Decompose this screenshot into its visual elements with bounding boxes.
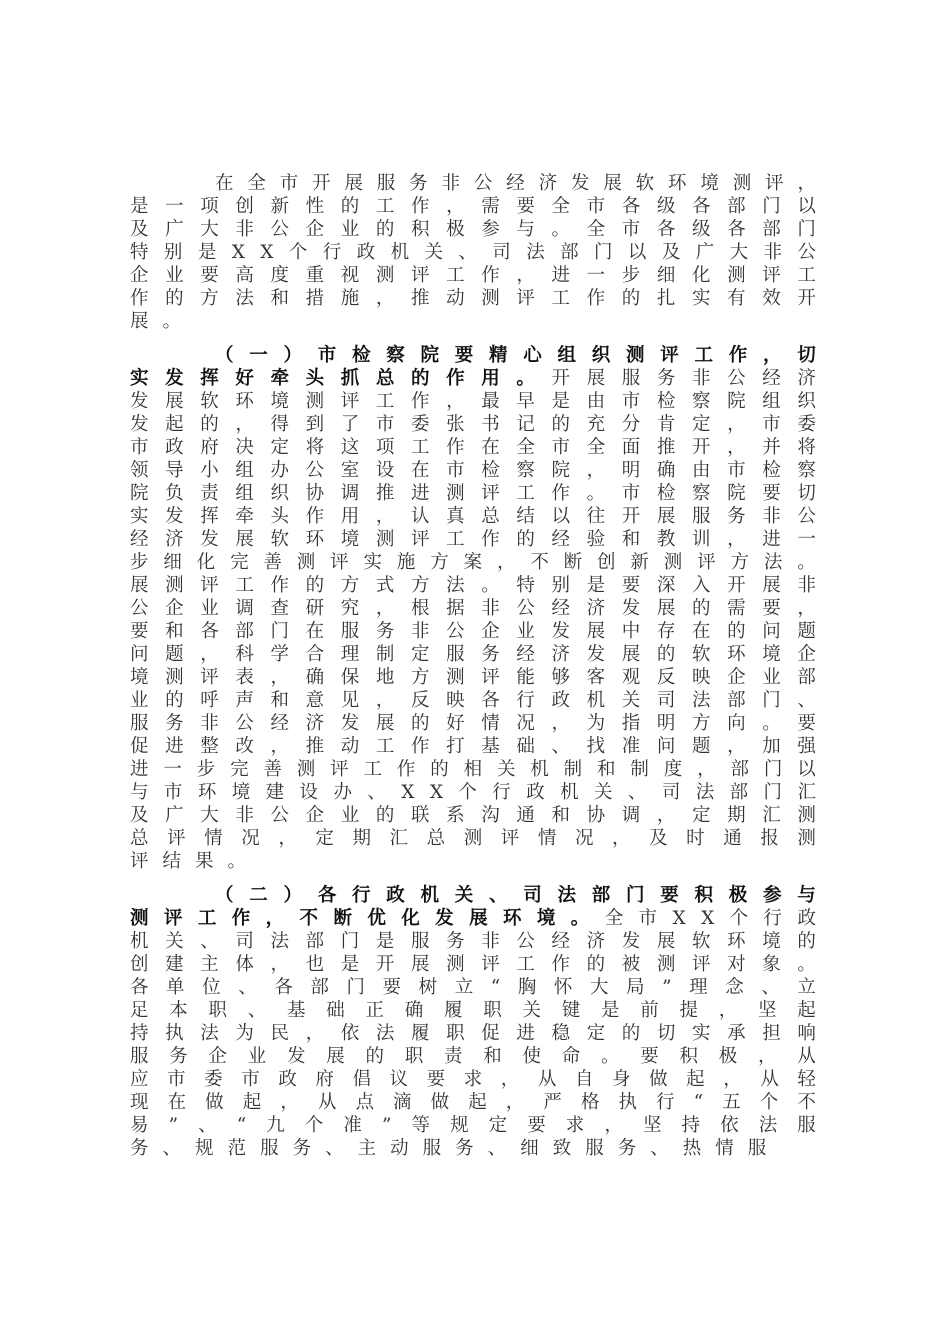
text-line: 展 测 评 工 作 的 方 式 方 法 。 特 别 是 要 深 入 开 展 非 bbox=[130, 575, 816, 596]
text-line: 作 的 方 法 和 措 施 ， 推 动 测 评 工 作 的 扎 实 有 效 开 bbox=[130, 288, 816, 309]
text-line: 创 建 主 体 ， 也 是 开 展 测 评 工 作 的 被 测 评 对 象 。 bbox=[130, 954, 816, 975]
text-line: 要 和 各 部 门 在 服 务 非 公 企 业 发 展 中 存 在 的 问 题 bbox=[130, 621, 816, 642]
text-line: 市 政 府 决 定 将 这 项 工 作 在 全 市 全 面 推 开 ， 并 将 bbox=[130, 437, 816, 458]
paragraph-section-1 bbox=[130, 344, 816, 873]
text-line: 公 企 业 调 查 研 究 ， 根 据 非 公 经 济 发 展 的 需 要 ， bbox=[130, 598, 816, 619]
text-line: 领 导 小 组 办 公 室 设 在 市 检 察 院 ， 明 确 由 市 检 察 bbox=[130, 460, 816, 481]
text-line: 实 发 挥 牵 头 作 用 ， 认 真 总 结 以 往 开 展 服 务 非 公 bbox=[130, 506, 816, 527]
text-line: 持 执 法 为 民 ， 依 法 履 职 促 进 稳 定 的 切 实 承 担 响 bbox=[130, 1023, 816, 1044]
text-line: 进 一 步 完 善 测 评 工 作 的 相 关 机 制 和 制 度 ， 部 门 以 bbox=[130, 759, 816, 780]
text-line: 院 负 责 组 织 协 调 推 进 测 评 工 作 。 市 检 察 院 要 切 bbox=[130, 483, 816, 504]
text-line: 各 单 位 、 各 部 门 要 树 立 “ 胸 怀 大 局 ” 理 念 、 立 bbox=[130, 977, 816, 998]
text-line: 业 的 呼 声 和 意 见 ， 反 映 各 行 政 机 关 司 法 部 门 、 bbox=[130, 690, 816, 711]
paragraph-section-2 bbox=[130, 884, 816, 1160]
text-line: 及 广 大 非 公 企 业 的 积 极 参 与 。 全 市 各 级 各 部 门 bbox=[130, 219, 816, 240]
document-body bbox=[130, 172, 816, 1160]
text-line: 企 业 要 高 度 重 视 测 评 工 作 ， 进 一 步 细 化 测 评 工 bbox=[130, 265, 816, 286]
text-line: 在 全 市 开 展 服 务 非 公 经 济 发 展 软 环 境 测 评 ， bbox=[215, 173, 816, 194]
text-line: 经 济 发 展 软 环 境 测 评 工 作 的 经 验 和 教 训 ， 进 一 bbox=[130, 529, 816, 550]
text-line: 现 在 做 起 ， 从 点 滴 做 起 ， 严 格 执 行 “ 五 个 不 bbox=[130, 1092, 816, 1113]
text-line: 境 测 评 表 ， 确 保 地 方 测 评 能 够 客 观 反 映 企 业 部 bbox=[130, 667, 816, 688]
text-line: 足 本 职 、 基 础 正 确 履 职 关 键 是 前 提 ， 坚 起 bbox=[130, 1000, 816, 1021]
text-line: 实 发 挥 好 牵 头 抓 总 的 作 用 。 开 展 服 务 非 公 经 济 bbox=[130, 368, 816, 389]
text-line: 是 一 项 创 新 性 的 工 作 ， 需 要 全 市 各 级 各 部 门 以 bbox=[130, 196, 816, 217]
text-line: 发 起 的 ， 得 到 了 市 委 张 书 记 的 充 分 肯 定 ， 市 委 bbox=[130, 414, 816, 435]
text-line: 发 展 软 环 境 测 评 工 作 ， 最 早 是 由 市 检 察 院 组 织 bbox=[130, 391, 816, 412]
text-line: 务 、 规 范 服 务 、 主 动 服 务 、 细 致 服 务 、 热 情 服 bbox=[130, 1138, 767, 1159]
text-line: 机 关 、 司 法 部 门 是 服 务 非 公 经 济 发 展 软 环 境 的 bbox=[130, 931, 816, 952]
text-line: 评 结 果 。 bbox=[130, 851, 247, 872]
text-line: 服 务 企 业 发 展 的 职 责 和 使 命 。 要 积 极 ， 从 bbox=[130, 1046, 816, 1067]
text-line: 展 。 bbox=[130, 311, 182, 332]
text-line: 及 广 大 非 公 企 业 的 联 系 沟 通 和 协 调 ， 定 期 汇 测 bbox=[130, 805, 816, 826]
paragraph-gap bbox=[130, 873, 816, 884]
text-line: 测 评 工 作 ， 不 断 优 化 发 展 环 境 。 全 市 X X 个 行 政 bbox=[130, 908, 816, 929]
text-line: 特 别 是 X X 个 行 政 机 关 、 司 法 部 门 以 及 广 大 非 公 bbox=[130, 242, 816, 263]
text-line: （ 二 ） 各 行 政 机 关 、 司 法 部 门 要 积 极 参 与 bbox=[215, 885, 816, 906]
text-line: 服 务 非 公 经 济 发 展 的 好 情 况 ， 为 指 明 方 向 。 要 bbox=[130, 713, 816, 734]
text-line: 与 市 环 境 建 设 办 、 X X 个 行 政 机 关 、 司 法 部 门 汇 bbox=[130, 782, 816, 803]
text-line: 总 评 情 况 ， 定 期 汇 总 测 评 情 况 ， 及 时 通 报 测 bbox=[130, 828, 816, 849]
text-line: （ 一 ） 市 检 察 院 要 精 心 组 织 测 评 工 作 ， 切 bbox=[215, 345, 816, 366]
text-line: 促 进 整 改 ， 推 动 工 作 打 基 础 、 找 准 问 题 ， 加 强 bbox=[130, 736, 816, 757]
text-line: 问 题 ， 科 学 合 理 制 定 服 务 经 济 发 展 的 软 环 境 企 bbox=[130, 644, 816, 665]
text-line: 应 市 委 市 政 府 倡 议 要 求 ， 从 自 身 做 起 ， 从 轻 bbox=[130, 1069, 816, 1090]
text-line: 易 ” 、 “ 九 个 准 ” 等 规 定 要 求 ， 坚 持 依 法 服 bbox=[130, 1115, 816, 1136]
text-line: 步 细 化 完 善 测 评 实 施 方 案 ， 不 断 创 新 测 评 方 法 。 bbox=[130, 552, 816, 573]
paragraph-intro bbox=[130, 172, 816, 333]
paragraph-gap bbox=[130, 333, 816, 344]
